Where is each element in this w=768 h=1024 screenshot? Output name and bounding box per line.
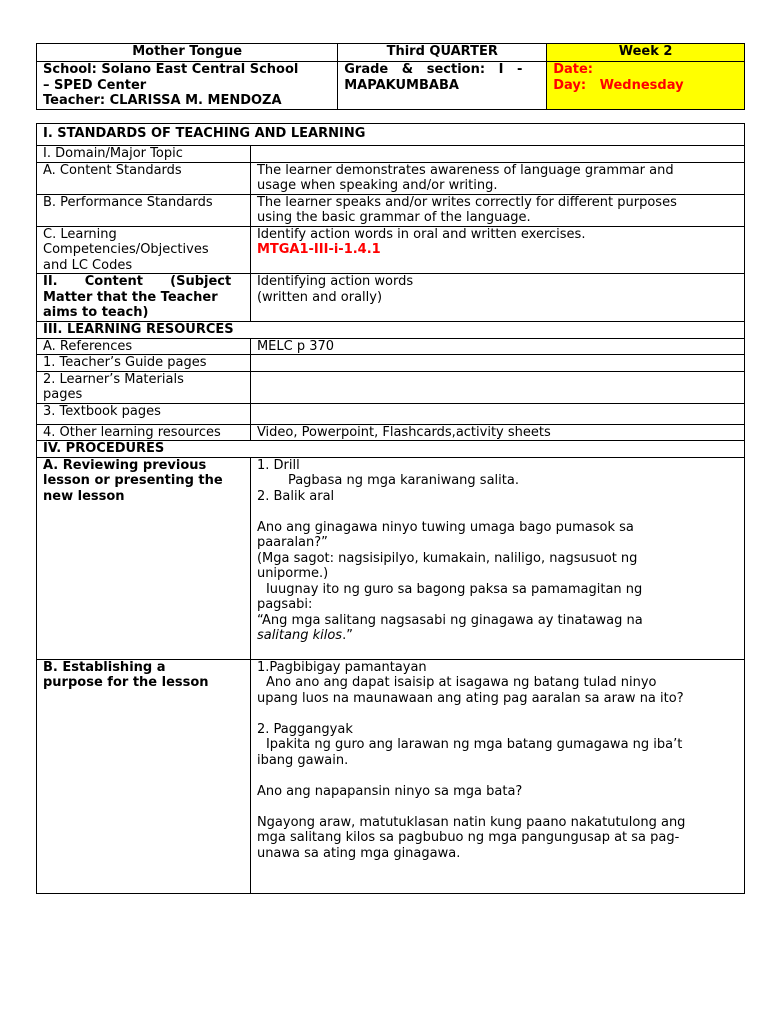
comp-label-cell	[37, 226, 251, 274]
comp-cell	[250, 226, 744, 274]
proc-b-label-cell	[37, 659, 251, 893]
refs-value: MELC p 370	[256, 338, 335, 354]
standards-title-cell	[37, 124, 745, 146]
refs-label: A. References	[43, 338, 133, 354]
comp-text: Identify action words in oral and written exercises.	[256, 226, 586, 242]
content-cell	[250, 274, 744, 322]
grade-cell	[338, 62, 547, 110]
perf-std-cell	[250, 194, 744, 226]
refs-label-cell	[37, 338, 251, 355]
standards-title: I. STANDARDS OF TEACHING AND LEARNING	[43, 126, 366, 141]
proc-a-label-3: new lesson	[43, 488, 125, 504]
closing-line3: unawa sa ating mga ginagawa.	[256, 845, 461, 861]
proc-a-cell	[250, 457, 744, 659]
content-std-label-cell	[37, 162, 251, 194]
question-children: Ano ang napapansin ninyo sa mga bata?	[256, 783, 523, 799]
date-day-cell	[547, 62, 745, 110]
lm-label-1: 2. Learner’s Materials	[43, 371, 184, 387]
grade-value: MAPAKUMBABA	[344, 77, 459, 93]
teacher-label: Teacher: CLARISSA M. MENDOZA	[43, 93, 282, 108]
lm-label-cell	[37, 371, 251, 403]
proc-a-label-cell	[37, 457, 251, 659]
other-label-cell	[37, 424, 251, 441]
resources-title-cell	[37, 321, 745, 338]
content-text-2: (written and orally)	[256, 289, 383, 305]
domain-value-cell	[250, 146, 744, 163]
quarter-cell	[338, 44, 547, 62]
lm-label-2: pages	[43, 387, 83, 402]
resources-title: III. LEARNING RESOURCES	[43, 321, 234, 337]
tb-cell	[250, 403, 744, 424]
subject-cell	[37, 44, 338, 62]
paggangyak-line1: Ipakita ng guro ang larawan ng mga batang gumagawa ng iba’t	[265, 737, 683, 752]
content-label-cell	[37, 274, 251, 322]
answers-line1: (Mga sagot: nagsisipilyo, kumakain, naliligo, nagsusuot ng	[256, 550, 638, 566]
lesson-plan-table	[36, 123, 745, 894]
drill-heading: 1. Drill	[256, 457, 300, 473]
content-label-1: II. Content (Subject	[43, 274, 232, 289]
proc-a-label-1: A. Reviewing previous	[43, 457, 207, 473]
school-cont: – SPED Center	[43, 77, 147, 93]
lm-cell	[250, 371, 744, 403]
proc-b-label-1: B. Establishing a	[43, 659, 166, 675]
balik-heading: 2. Balik aral	[256, 488, 335, 504]
closing-line2: mga salitang kilos sa pagbubuo ng mga pangungusap at sa pag-	[256, 830, 680, 845]
perf-std-label: B. Performance Standards	[43, 194, 213, 210]
tg-label-cell	[37, 355, 251, 372]
pamantayan-line2: upang luos na maunawaan ang ating pag aaralan sa araw na ito?	[256, 690, 684, 706]
comp-label-3: and LC Codes	[43, 257, 133, 273]
content-label-2: Matter that the Teacher	[43, 289, 218, 305]
content-std-cell	[250, 162, 744, 194]
question-1-line2: paaralan?”	[256, 535, 328, 550]
quote-line1: “Ang mga salitang nagsasabi ng ginagawa ay tinatawag na	[256, 612, 643, 628]
content-text-1: Identifying action words	[256, 274, 414, 289]
tb-label: 3. Textbook pages	[43, 403, 161, 419]
other-label: 4. Other learning resources	[43, 424, 221, 440]
comp-code: MTGA1-III-i-1.4.1	[256, 242, 381, 257]
procedures-title-cell	[37, 441, 745, 458]
date-label: Date:	[553, 62, 593, 77]
content-std-label: A. Content Standards	[43, 162, 182, 178]
comp-label-1: C. Learning	[43, 226, 117, 242]
tg-label: 1. Teacher’s Guide pages	[43, 355, 207, 370]
paggangyak-heading: 2. Paggangyak	[256, 721, 353, 737]
content-std-line2: usage when speaking and/or writing.	[256, 178, 498, 193]
perf-std-line2: using the basic grammar of the language.	[256, 210, 531, 225]
procedures-title: IV. PROCEDURES	[43, 441, 165, 456]
closing-line1: Ngayong araw, matutuklasan natin kung paano nakatutulong ang	[256, 814, 686, 830]
other-cell	[250, 424, 744, 441]
week-cell	[547, 44, 745, 62]
pamantayan-heading: 1.Pagbibigay pamantayan	[256, 659, 427, 675]
pamantayan-line1: Ano ano ang dapat isaisip at isagawa ng batang tulad ninyo	[265, 675, 657, 690]
perf-std-label-cell	[37, 194, 251, 226]
paggangyak-line2: ibang gawain.	[256, 752, 349, 768]
day-label: Day:	[553, 77, 587, 93]
comp-label-2: Competencies/Objectives	[43, 242, 209, 257]
quarter: Third QUARTER	[386, 44, 498, 59]
quote-end: .”	[342, 628, 353, 643]
tb-label-cell	[37, 403, 251, 424]
proc-a-label-2: lesson or presenting the	[43, 473, 223, 488]
quote-term: salitang kilos	[256, 628, 343, 643]
grade-label: Grade & section: I -	[344, 62, 523, 77]
other-value: Video, Powerpoint, Flashcards,activity sheets	[256, 424, 551, 440]
school-teacher-cell	[37, 62, 338, 110]
week: Week 2	[618, 44, 673, 59]
link-line1: Iuugnay ito ng guro sa bagong paksa sa pamamagitan ng	[265, 581, 643, 597]
question-1-line1: Ano ang ginagawa ninyo tuwing umaga bago pumasok sa	[256, 519, 634, 535]
subject: Mother Tongue	[132, 44, 243, 59]
answers-line2: uniporme.)	[256, 566, 329, 581]
proc-b-label-2: purpose for the lesson	[43, 675, 209, 690]
content-label-3: aims to teach)	[43, 305, 149, 320]
tg-cell	[250, 355, 744, 372]
domain-label-cell	[37, 146, 251, 163]
header-table	[36, 43, 745, 110]
day-value: Wednesday	[599, 77, 684, 93]
proc-b-cell	[250, 659, 744, 893]
perf-std-line1: The learner speaks and/or writes correctly for different purposes	[256, 194, 677, 210]
content-std-line1: The learner demonstrates awareness of language grammar and	[256, 162, 674, 178]
school-label: School: Solano East Central School	[43, 62, 299, 77]
drill-text: Pagbasa ng mga karaniwang salita.	[287, 473, 519, 488]
refs-cell	[250, 338, 744, 355]
link-line2: pagsabi:	[256, 597, 313, 612]
domain-label: I. Domain/Major Topic	[43, 146, 183, 161]
